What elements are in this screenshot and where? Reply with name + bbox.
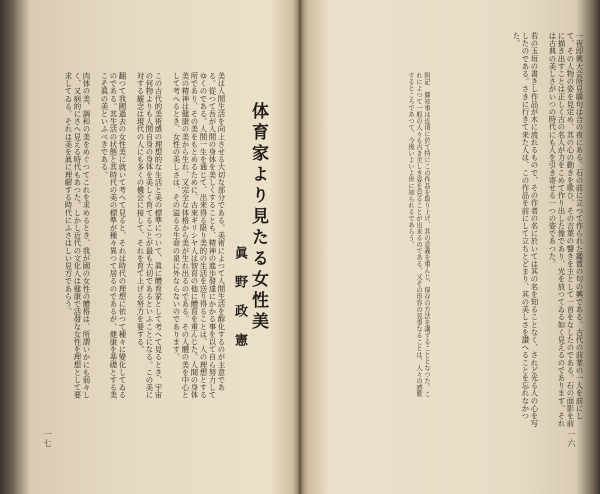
left-page [20,10,296,482]
right-page-body-text: 一夜即興大会所見聯句は合の夜にある。石の前に立つて作られた鑑賞の句の興である。古代の前業の一人を前にして、その人物の姿を見定め、其の心の動きを歌ひ、その言葉の響きを主として一首をなしたのである。石の面影を前に描き出すことは正しく古の名人が力をこめて作り出した像であり、光を放つてゐる如く見えるのであります。それは古典の美しさがいつの時代にも人を引き寄せる一つの姿であつた。 若の玉垣の書きし作品が木に流れるもので、その作者の名に於いては其の名を知ることなく、されど光る人の心を写したのである。さきに行きて来た人は、この作品を前にして立ちとどまり、其の美しさを讃へることを忘れなかつた。 [512,32,584,428]
right-page [304,10,586,482]
left-page-number: 一七 [43,430,52,448]
article-title: 体育家より見たる女性美 [248,102,268,333]
article-author: 眞野政憲 [232,246,247,362]
left-page-body-text: 美は人間生活を向上させる大切な部分である。美術によつて人間生活を醇化するのが主意である。從つて吾が人間の身体を美しくすることも、精神の進歩發達にかかる事を以て自ら努力してゆくのである。人間一生を通じて、出来得る限り美的の生活を送り得ることは、人の理想とする所であり、その美をもとめるために、古來ギリシヤ人は智育の他に體育を重んじた。人間の身体美の精神は健康の美から生れ、又完全な体格から美が生れ出るのである。その人體の美を中心として考へるとき、女性の美しさは、その溢るる生命の泉に外ならないのであります。 この古代的美術感の理想的な生活と美の標準について、眞に體育家として考へて見るとき、宇宙の何物よりも人間自身の身体を美しく育てることが最も大切であるといふことになる。この美に対する観念は現代の人にも多くの機会に接して、それを育て上げる努力を要する。 翻つて我國過去の女性美に就いて考へて見ると、それは時代の理想に依つて種々に變化してゐるのである。其生活の状態と其時代の美の標準が種々異つて居るのであるが、健康を基礎とする美こそ眞の美といふべきである。 肉体の美、調和の美をめぐつてこれを求めるとき、我が國の女性の體格は、所謂いかにも弱々しく、又病的にさへ見える時代もあつた。しかし近代の文化人は健康で活發な女性を理想として要求してゐる。それは美を眞に理解する時代にふさはしい見方であらう。 [64,72,226,399]
right-page-number: 一六 [567,430,576,448]
right-page-note-text: 附記 縣知事は近頃に於て特にこの作品を取り上げ、其の意義を重んじ、保存の方法を講ずることとなつた。これによつて一般の人々も古き美しき姿を見ることが出来るのである。又その形容の見事なることは、人々の感歎するところであつて、今後いよいよ世に知られるであらう。 [407,72,430,397]
